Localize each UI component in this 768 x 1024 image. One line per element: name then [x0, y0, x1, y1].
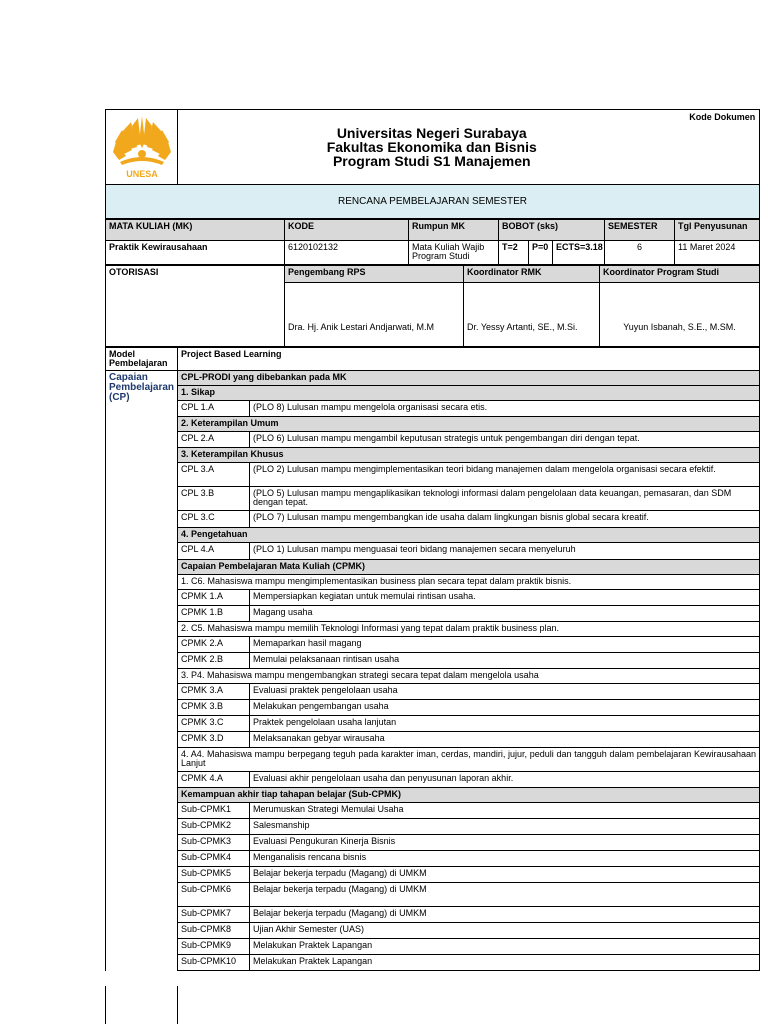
table-row: [106, 606, 760, 622]
sub-cpmk-code: Sub-CPMK10: [178, 955, 250, 971]
cpmk-text: Melaksanakan gebyar wirausaha: [250, 732, 760, 748]
umum-heading: 2. Keterampilan Umum: [178, 417, 760, 432]
table-row: [106, 716, 760, 732]
sub-cpmk-code: Sub-CPMK7: [178, 907, 250, 923]
koordinator-prodi-label: Koordinator Program Studi: [600, 266, 760, 283]
pengetahuan-heading: 4. Pengetahuan: [178, 528, 760, 543]
table-continuation: [105, 986, 760, 1024]
sub-cpmk-code: Sub-CPMK4: [178, 851, 250, 867]
cpmk-code: CPMK 3.D: [178, 732, 250, 748]
cpl-code: CPL 1.A: [178, 401, 250, 417]
table-row: [106, 772, 760, 788]
course-name: Praktik Kewirausahaan: [106, 241, 285, 265]
sub-cpmk-code: Sub-CPMK5: [178, 867, 250, 883]
cpmk-title: Capaian Pembelajaran Mata Kuliah (CPMK): [178, 560, 760, 575]
table-row: [106, 700, 760, 716]
sub-cpmk-text: Belajar bekerja terpadu (Magang) di UMKM: [250, 867, 760, 883]
pengembang-label: Pengembang RPS: [285, 266, 464, 283]
sub-cpmk-code: Sub-CPMK1: [178, 803, 250, 819]
table-row: [106, 955, 760, 971]
sub-cpmk-text: Menganalisis rencana bisnis: [250, 851, 760, 867]
table-row: [106, 684, 760, 700]
table-row: [106, 463, 760, 487]
koordinator-rmk-name: Dr. Yessy Artanti, SE., M.Si.: [464, 283, 600, 347]
course-code: 6120102132: [285, 241, 409, 265]
sub-cpmk-text: Melakukan Praktek Lapangan: [250, 955, 760, 971]
cpmk-code: CPMK 2.B: [178, 653, 250, 669]
model-value: Project Based Learning: [178, 348, 760, 371]
kode-header: KODE: [285, 220, 409, 241]
unesa-logo-icon: [110, 112, 174, 180]
document-header: [105, 109, 760, 219]
course-p: P=0: [529, 241, 553, 265]
table-row: [106, 939, 760, 955]
cpmk-group-1: 1. C6. Mahasiswa mampu mengimplementasikan business plan secara tepat dalam praktik bisnis.: [178, 575, 760, 590]
rps-document: [105, 109, 760, 971]
table-row: [106, 511, 760, 528]
table-row: [106, 867, 760, 883]
cpmk-code: CPMK 4.A: [178, 772, 250, 788]
cpl-title: CPL-PRODI yang dibebankan pada MK: [178, 371, 760, 386]
cpl-code: CPL 2.A: [178, 432, 250, 448]
university-name: Universitas Negeri Surabaya: [336, 125, 527, 141]
cpmk-text: Melakukan pengembangan usaha: [250, 700, 760, 716]
course-rumpun: Mata Kuliah Wajib Program Studi: [409, 241, 499, 265]
otorisasi-label: OTORISASI: [106, 266, 285, 347]
cpmk-code: CPMK 1.A: [178, 590, 250, 606]
cpmk-code: CPMK 3.B: [178, 700, 250, 716]
logo: [106, 110, 178, 185]
kode-dokumen-label: Kode Dokumen: [686, 110, 760, 185]
semester-header: SEMESTER: [605, 220, 675, 241]
sub-cpmk-code: Sub-CPMK2: [178, 819, 250, 835]
cpmk-group-4: 4. A4. Mahasiswa mampu berpegang teguh pada karakter iman, cerdas, mandiri, jujur, peduli dan tangguh dalam pembelajaran Kewirausahaan Lanjut: [178, 748, 760, 772]
table-row: [106, 432, 760, 448]
cpmk-group-2: 2. C5. Mahasiswa mampu memilih Teknologi Informasi yang tepat dalam praktik business plan.: [178, 622, 760, 637]
cpmk-code: CPMK 2.A: [178, 637, 250, 653]
sub-cpmk-code: Sub-CPMK9: [178, 939, 250, 955]
cpmk-code: CPMK 1.B: [178, 606, 250, 622]
sub-cpmk-text: Merumuskan Strategi Memulai Usaha: [250, 803, 760, 819]
bobot-header: BOBOT (sks): [499, 220, 605, 241]
cpmk-text: Memulai pelaksanaan rintisan usaha: [250, 653, 760, 669]
cpl-code: CPL 3.B: [178, 487, 250, 511]
sub-cpmk-title: Kemampuan akhir tiap tahapan belajar (Sub-CPMK): [178, 788, 760, 803]
cpmk-code: CPMK 3.A: [178, 684, 250, 700]
cpl-text: (PLO 6) Lulusan mampu mengambil keputusan strategis untuk pengembangan diri dengan tepat.: [250, 432, 760, 448]
table-row: [106, 883, 760, 907]
cpmk-text: Evaluasi praktek pengelolaan usaha: [250, 684, 760, 700]
cpmk-text: Memaparkan hasil magang: [250, 637, 760, 653]
capaian-table: [105, 347, 760, 971]
sikap-heading: 1. Sikap: [178, 386, 760, 401]
table-row: [106, 851, 760, 867]
table-row: [106, 907, 760, 923]
rumpun-header: Rumpun MK: [409, 220, 499, 241]
table-row: [106, 401, 760, 417]
continuation-border-inner: [177, 986, 178, 1024]
course-info-table: [105, 219, 760, 265]
cpl-text: (PLO 7) Lulusan mampu mengembangkan ide usaha dalam lingkungan bisnis global secara kreatif.: [250, 511, 760, 528]
cpmk-group-3: 3. P4. Mahasiswa mampu mengembangkan strategi secara tepat dalam mengelola usaha: [178, 669, 760, 684]
cp-label: Capaian Pembelajaran (CP): [106, 371, 178, 971]
cpl-text: (PLO 5) Lulusan mampu mengaplikasikan teknologi informasi dalam pengelolaan data keuangan, pemasaran, dan SDM dengan tepat.: [250, 487, 760, 511]
sub-cpmk-text: Belajar bekerja terpadu (Magang) di UMKM: [250, 883, 760, 907]
table-row: [106, 803, 760, 819]
table-row: [106, 543, 760, 560]
khusus-heading: 3. Keterampilan Khusus: [178, 448, 760, 463]
cpmk-text: Evaluasi akhir pengelolaan usaha dan penyusunan laporan akhir.: [250, 772, 760, 788]
doc-title: RENCANA PEMBELAJARAN SEMESTER: [106, 185, 760, 219]
table-row: [106, 487, 760, 511]
table-row: [106, 637, 760, 653]
program-name: Program Studi S1 Manajemen: [332, 153, 531, 169]
sub-cpmk-text: Evaluasi Pengukuran Kinerja Bisnis: [250, 835, 760, 851]
faculty-name: Fakultas Ekonomika dan Bisnis: [326, 139, 537, 155]
cpmk-text: Magang usaha: [250, 606, 760, 622]
mk-header: MATA KULIAH (MK): [106, 220, 285, 241]
sub-cpmk-code: Sub-CPMK6: [178, 883, 250, 907]
cpl-text: (PLO 2) Lulusan mampu mengimplementasikan teori bidang manajemen dalam mengelola organisasi secara efektif.: [250, 463, 760, 487]
table-row: [106, 819, 760, 835]
sub-cpmk-text: Melakukan Praktek Lapangan: [250, 939, 760, 955]
koordinator-prodi-name: Yuyun Isbanah, S.E., M.SM.: [600, 283, 760, 347]
table-row: [106, 835, 760, 851]
header-title-block: [178, 110, 686, 185]
sub-cpmk-text: Ujian Akhir Semester (UAS): [250, 923, 760, 939]
table-row: [106, 653, 760, 669]
cpmk-text: Praktek pengelolaan usaha lanjutan: [250, 716, 760, 732]
cpl-text: (PLO 8) Lulusan mampu mengelola organisasi secara etis.: [250, 401, 760, 417]
koordinator-rmk-label: Koordinator RMK: [464, 266, 600, 283]
course-ects: ECTS=3.18: [553, 241, 605, 265]
cpl-code: CPL 4.A: [178, 543, 250, 560]
sub-cpmk-text: Salesmanship: [250, 819, 760, 835]
table-row: [106, 732, 760, 748]
course-semester: 6: [605, 241, 675, 265]
continuation-border-left: [105, 986, 106, 1024]
cpmk-code: CPMK 3.C: [178, 716, 250, 732]
cpmk-text: Mempersiapkan kegiatan untuk memulai rintisan usaha.: [250, 590, 760, 606]
logo-text: UNESA: [125, 169, 158, 179]
sub-cpmk-code: Sub-CPMK3: [178, 835, 250, 851]
cpl-code: CPL 3.A: [178, 463, 250, 487]
course-date: 11 Maret 2024: [675, 241, 760, 265]
table-row: [106, 923, 760, 939]
otorisasi-table: [105, 265, 760, 347]
course-t: T=2: [499, 241, 529, 265]
sub-cpmk-text: Belajar bekerja terpadu (Magang) di UMKM: [250, 907, 760, 923]
cpl-text: (PLO 1) Lulusan mampu menguasai teori bidang manajemen secara menyeluruh: [250, 543, 760, 560]
pengembang-name: Dra. Hj. Anik Lestari Andjarwati, M.M: [285, 283, 464, 347]
tgl-header: Tgl Penyusunan: [675, 220, 760, 241]
table-row: [106, 590, 760, 606]
sub-cpmk-code: Sub-CPMK8: [178, 923, 250, 939]
model-label: Model Pembelajaran: [106, 348, 178, 371]
cpl-code: CPL 3.C: [178, 511, 250, 528]
